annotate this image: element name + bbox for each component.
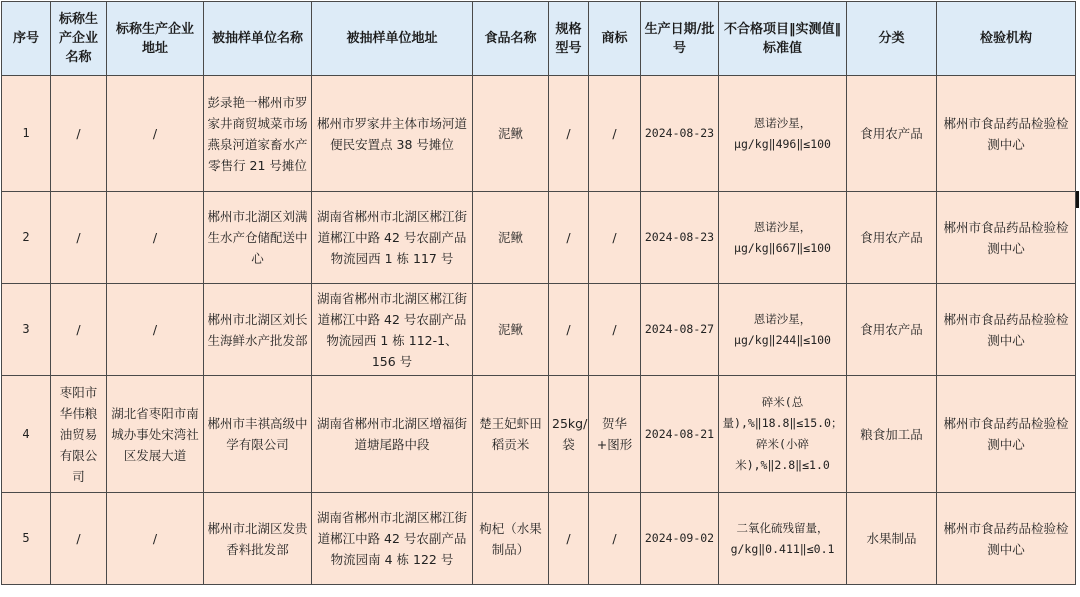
spec-cell: / xyxy=(549,192,589,284)
table-row xyxy=(2,376,1076,493)
sampled-unit-name-cell: 彭录艳一郴州市罗家井商贸城菜市场燕泉河道家畜水产零售行 21 号摊位 xyxy=(204,76,312,192)
food-name-cell: 楚王妃虾田稻贡米 xyxy=(473,376,549,493)
failed-item-cell: 碎米(总量),%‖18.8‖≤15.0；碎米(小碎米),%‖2.8‖≤1.0 xyxy=(719,376,847,493)
producer-address-cell: / xyxy=(107,284,204,376)
inspection-agency-cell: 郴州市食品药品检验检测中心 xyxy=(937,284,1076,376)
table-row xyxy=(2,284,1076,376)
category-cell: 食用农产品 xyxy=(847,76,937,192)
header-cell: 生产日期/批号 xyxy=(641,2,719,76)
header-cell: 被抽样单位名称 xyxy=(204,2,312,76)
category-cell: 粮食加工品 xyxy=(847,376,937,493)
header-cell: 检验机构 xyxy=(937,2,1076,76)
table-row xyxy=(2,493,1076,585)
edge-marker xyxy=(1076,191,1079,208)
failed-item-cell: 恩诺沙星，μg/kg‖244‖≤100 xyxy=(719,284,847,376)
producer-name-cell: / xyxy=(51,76,107,192)
sampled-unit-address-cell: 湖南省郴州市北湖区郴江街道郴江中路 42 号农副产品物流园西 1 栋 117 号 xyxy=(312,192,473,284)
row-number-cell: 2 xyxy=(2,192,51,284)
row-number-cell: 1 xyxy=(2,76,51,192)
trademark-cell: / xyxy=(589,284,641,376)
header-cell: 被抽样单位地址 xyxy=(312,2,473,76)
category-cell: 水果制品 xyxy=(847,493,937,585)
producer-address-cell: 湖北省枣阳市南城办事处宋湾社区发展大道 xyxy=(107,376,204,493)
spec-cell: / xyxy=(549,76,589,192)
sampled-unit-name-cell: 郴州市北湖区刘长生海鲜水产批发部 xyxy=(204,284,312,376)
inspection-agency-cell: 郴州市食品药品检验检测中心 xyxy=(937,493,1076,585)
producer-address-cell: / xyxy=(107,76,204,192)
food-name-cell: 泥鳅 xyxy=(473,192,549,284)
sampled-unit-address-cell: 湖南省郴州市北湖区郴江街道郴江中路 42 号农副产品物流园南 4 栋 122 号 xyxy=(312,493,473,585)
inspection-agency-cell: 郴州市食品药品检验检测中心 xyxy=(937,376,1076,493)
failed-item-cell: 恩诺沙星，μg/kg‖667‖≤100 xyxy=(719,192,847,284)
table-row xyxy=(2,192,1076,284)
header-cell: 不合格项目‖实测值‖标准值 xyxy=(719,2,847,76)
production-date-cell: 2024-08-27 xyxy=(641,284,719,376)
spec-cell: 25kg/袋 xyxy=(549,376,589,493)
trademark-cell: / xyxy=(589,493,641,585)
spec-cell: / xyxy=(549,284,589,376)
row-number-cell: 4 xyxy=(2,376,51,493)
trademark-cell: 贺华+图形 xyxy=(589,376,641,493)
producer-name-cell: / xyxy=(51,192,107,284)
production-date-cell: 2024-09-02 xyxy=(641,493,719,585)
inspection-agency-cell: 郴州市食品药品检验检测中心 xyxy=(937,192,1076,284)
header-cell: 规格型号 xyxy=(549,2,589,76)
production-date-cell: 2024-08-23 xyxy=(641,192,719,284)
trademark-cell: / xyxy=(589,192,641,284)
table-row xyxy=(2,76,1076,192)
producer-name-cell: / xyxy=(51,284,107,376)
row-number-cell: 5 xyxy=(2,493,51,585)
header-cell: 分类 xyxy=(847,2,937,76)
failed-item-cell: 恩诺沙星，μg/kg‖496‖≤100 xyxy=(719,76,847,192)
header-cell: 标称生产企业地址 xyxy=(107,2,204,76)
food-name-cell: 枸杞（水果制品） xyxy=(473,493,549,585)
category-cell: 食用农产品 xyxy=(847,284,937,376)
header-row xyxy=(2,2,1076,76)
header-cell: 标称生产企业名称 xyxy=(51,2,107,76)
sampling-results-table xyxy=(1,1,1076,585)
food-name-cell: 泥鳅 xyxy=(473,284,549,376)
production-date-cell: 2024-08-21 xyxy=(641,376,719,493)
header-cell: 食品名称 xyxy=(473,2,549,76)
sampled-unit-name-cell: 郴州市北湖区刘满生水产仓储配送中心 xyxy=(204,192,312,284)
sampled-unit-address-cell: 湖南省郴州市北湖区增福街道塘尾路中段 xyxy=(312,376,473,493)
sampled-unit-address-cell: 湖南省郴州市北湖区郴江街道郴江中路 42 号农副产品物流园西 1 栋 112-1、156 号 xyxy=(312,284,473,376)
header-cell: 序号 xyxy=(2,2,51,76)
sampled-unit-address-cell: 郴州市罗家井主体市场河道便民安置点 38 号摊位 xyxy=(312,76,473,192)
producer-address-cell: / xyxy=(107,493,204,585)
producer-name-cell: 枣阳市华伟粮油贸易有限公司 xyxy=(51,376,107,493)
failed-item-cell: 二氧化硫残留量，g/kg‖0.411‖≤0.1 xyxy=(719,493,847,585)
production-date-cell: 2024-08-23 xyxy=(641,76,719,192)
spec-cell: / xyxy=(549,493,589,585)
inspection-agency-cell: 郴州市食品药品检验检测中心 xyxy=(937,76,1076,192)
producer-address-cell: / xyxy=(107,192,204,284)
sampled-unit-name-cell: 郴州市丰祺高级中学有限公司 xyxy=(204,376,312,493)
category-cell: 食用农产品 xyxy=(847,192,937,284)
header-cell: 商标 xyxy=(589,2,641,76)
food-name-cell: 泥鳅 xyxy=(473,76,549,192)
trademark-cell: / xyxy=(589,76,641,192)
producer-name-cell: / xyxy=(51,493,107,585)
sampled-unit-name-cell: 郴州市北湖区发贵香料批发部 xyxy=(204,493,312,585)
row-number-cell: 3 xyxy=(2,284,51,376)
